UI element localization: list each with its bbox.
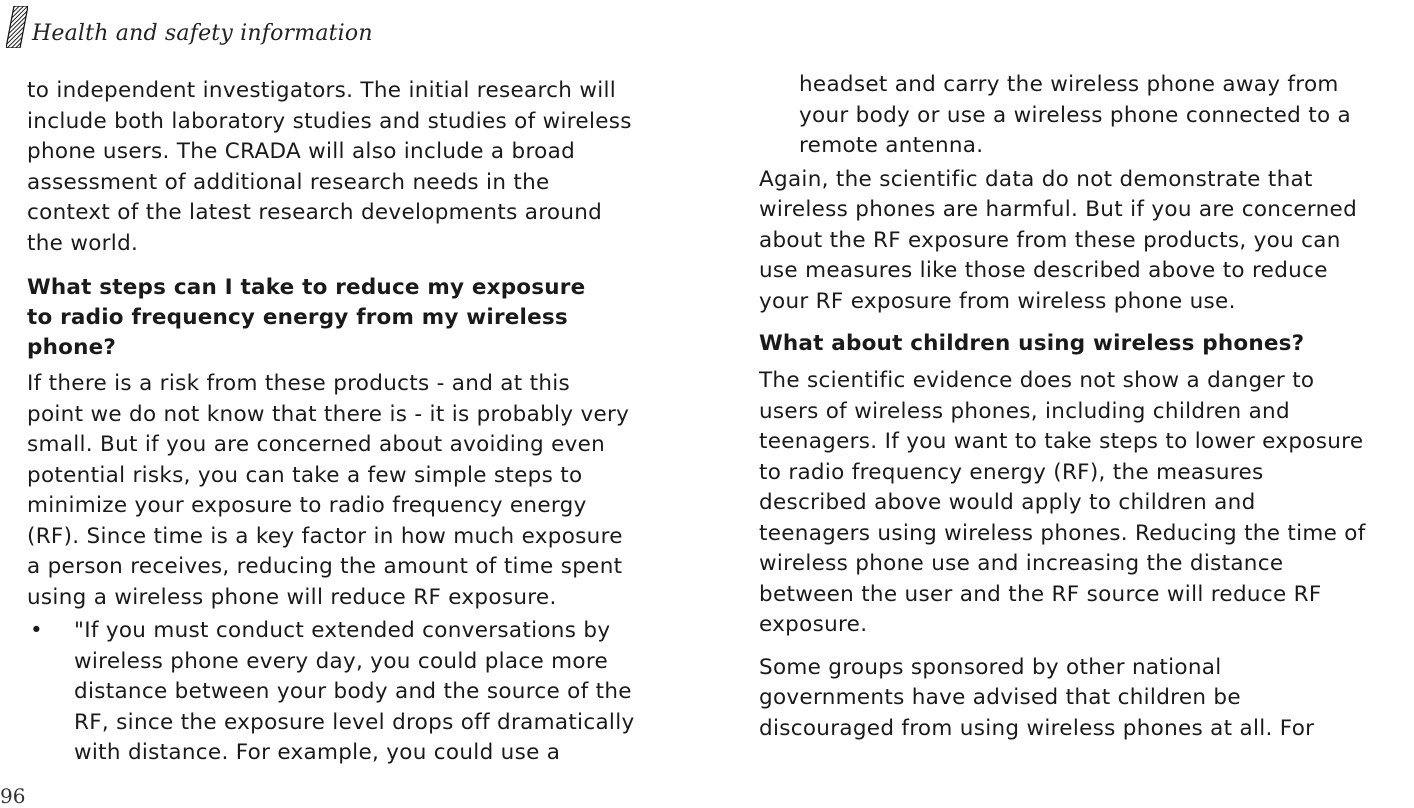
text-line: teenagers using wireless phones. Reducing the time of	[759, 520, 1366, 546]
left-column	[27, 76, 692, 769]
text-line: headset and carry the wireless phone away from	[799, 72, 1339, 97]
text-line: potential risks, you can take a few simple steps to	[27, 462, 583, 488]
bullet-continuation	[759, 70, 1414, 162]
text-line: users of wireless phones, including children and	[759, 398, 1290, 424]
again-paragraph	[759, 165, 1414, 318]
evidence-paragraph	[759, 366, 1414, 641]
text-line: with distance. For example, you could use a	[74, 740, 561, 765]
text-line: include both laboratory studies and studies of wireless	[27, 108, 632, 134]
text-line: The scientific evidence does not show a danger to	[759, 368, 1315, 393]
text-line: between the user and the RF source will reduce RF	[759, 581, 1322, 607]
header-marker-icon	[6, 6, 28, 48]
text-line: wireless phone every day, you could place more	[74, 648, 609, 674]
bullet-list-item	[27, 616, 692, 769]
text-line: to independent investigators. The initial research will	[27, 78, 617, 103]
heading-line: to radio frequency energy from my wireless	[27, 305, 568, 330]
text-line: Some groups sponsored by other national	[759, 654, 1222, 680]
text-line: use measures like those described above to reduce	[759, 258, 1328, 283]
text-line: using a wireless phone will reduce RF exposure.	[27, 584, 557, 610]
text-line: wireless phone use and increasing the distance	[759, 551, 1284, 576]
text-line: assessment of additional research needs in the	[27, 169, 550, 195]
text-line: Again, the scientific data do not demonstrate that	[759, 166, 1313, 192]
section-heading-reduce-exposure	[27, 273, 692, 363]
page-number: 96	[0, 784, 26, 808]
groups-paragraph	[759, 653, 1414, 745]
text-line: remote antenna.	[799, 133, 984, 158]
heading-line: What about children using wireless phones?	[759, 331, 1305, 356]
text-line: your RF exposure from wireless phone use.	[759, 288, 1236, 314]
text-line: described above would apply to children and	[759, 490, 1256, 515]
text-line: exposure.	[759, 612, 868, 637]
text-line: phone users. The CRADA will also include a broad	[27, 139, 576, 164]
intro-paragraph	[27, 76, 692, 259]
section-heading-children	[759, 329, 1414, 359]
section-running-title: Health and safety information	[32, 21, 373, 46]
text-line: distance between your body and the source of the	[74, 679, 632, 704]
right-column	[759, 70, 1414, 744]
text-line: teenagers. If you want to take steps to lower exposure	[759, 429, 1364, 454]
text-line: If there is a risk from these products - and at this	[27, 371, 571, 396]
heading-line: What steps can I take to reduce my exposure	[27, 275, 586, 300]
text-line: discouraged from using wireless phones at all. For	[759, 715, 1315, 741]
text-line: governments have advised that children be	[759, 685, 1241, 710]
heading-line: phone?	[27, 335, 117, 360]
text-line: the world.	[27, 230, 139, 256]
text-line: to radio frequency energy (RF), the measures	[759, 459, 1264, 485]
text-line: your body or use a wireless phone connected to a	[799, 102, 1352, 128]
text-line: "If you must conduct extended conversations by	[74, 618, 611, 643]
text-line: minimize your exposure to radio frequency energy	[27, 493, 587, 518]
page-header	[6, 6, 373, 48]
text-line: wireless phones are harmful. But if you are concerned	[759, 197, 1358, 222]
text-line: RF, since the exposure level drops off dramatically	[74, 709, 635, 735]
text-line: point we do not know that there is - it is probably very	[27, 401, 630, 427]
risk-paragraph	[27, 369, 692, 613]
text-line: a person receives, reducing the amount of time spent	[27, 554, 623, 579]
bullet-icon: •	[30, 618, 43, 643]
text-line: about the RF exposure from these products, you can	[759, 227, 1341, 253]
text-line: small. But if you are concerned about avoiding even	[27, 432, 606, 457]
text-line: context of the latest research developments around	[27, 200, 603, 225]
text-line: (RF). Since time is a key factor in how much exposure	[27, 523, 623, 549]
